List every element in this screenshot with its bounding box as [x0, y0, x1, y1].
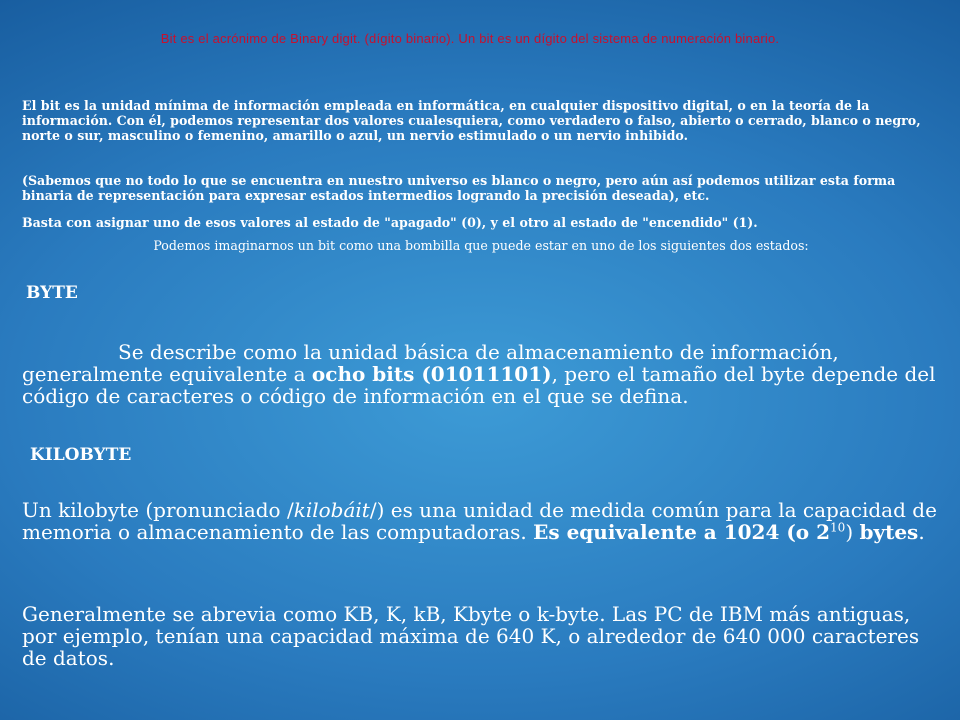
- kb-desc-end: .: [918, 520, 925, 544]
- bit-paragraph-4: Podemos imaginarnos un bit como una bombilla que puede estar en uno de los siguientes dos estados:: [153, 238, 809, 253]
- bit-paragraph-2: (Sabemos que no todo lo que se encuentra en nuestro universo es blanco o negro, pero aún así podemos utilizar esta forma binaria de representación para expresar estados intermedios logrando la precisión deseada), etc.: [22, 173, 896, 203]
- kb-desc-close: ): [845, 520, 854, 544]
- byte-desc-text-2: , pero el tamaño del byte depende del código de caracteres o código de información en el que se defina.: [22, 362, 936, 408]
- kb-desc-bold: Es equivalente a 1024 (o 2: [533, 520, 831, 544]
- byte-desc-text-1: Se describe como la unidad básica de almacenamiento de información, generalmente equivalente a: [22, 340, 839, 386]
- kb-desc-pronunciation: kilobáit: [293, 498, 370, 522]
- byte-desc-bold: ocho bits (01011101): [311, 362, 552, 386]
- kb-desc-text-1: Un kilobyte (pronunciado /: [22, 498, 294, 522]
- bit-definition: Bit es el acrónimo de Binary digit. (dígito binario). Un bit es un dígito del sistema de numeración binario.: [160, 31, 780, 46]
- bit-paragraph-1: El bit es la unidad mínima de información empleada en informática, en cualquier dispositivo digital, o en la teoría de la información. Con él, podemos representar dos valores cualesquiera, como verdadero o falso, abierto o cerrado, blanco o negro, norte o sur, masculino o femenino, amarillo o azul, un nervio estimulado o un nervio inhibido.: [22, 98, 921, 143]
- bit-paragraph-3: Basta con asignar uno de esos valores al estado de "apagado" (0), y el otro al estado de "encendido" (1).: [22, 215, 758, 230]
- kb-desc-text-2: /) es una unidad de medida común para la capacidad de memoria o almacenamiento de las computadoras.: [22, 498, 937, 544]
- kb-desc-exponent: 10: [830, 520, 846, 535]
- kb-desc-bytes: bytes: [859, 520, 919, 544]
- kilobyte-description: [22, 499, 940, 543]
- kilobyte-abbreviation: Generalmente se abrevia como KB, K, kB, Kbyte o k-byte. Las PC de IBM más antiguas, por ejemplo, tenían una capacidad máxima de 640 K, o alrededor de 640 000 caracteres de datos.: [22, 602, 920, 670]
- kilobyte-heading: KILOBYTE: [30, 445, 132, 465]
- byte-heading: BYTE: [26, 283, 78, 303]
- byte-description: [22, 341, 940, 407]
